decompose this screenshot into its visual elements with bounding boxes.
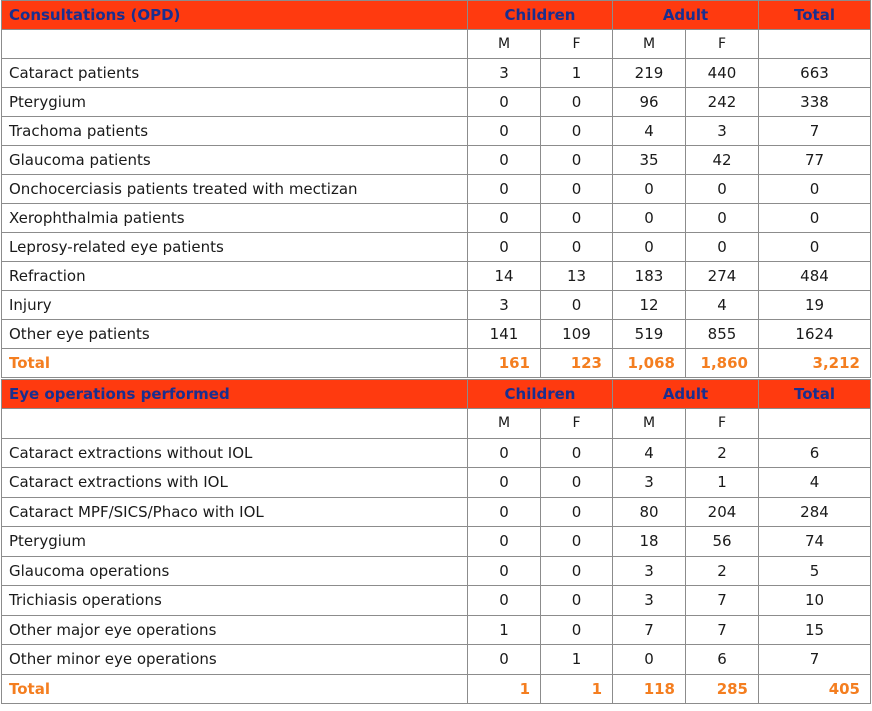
cell-children-f: 0 (541, 556, 613, 586)
cell-adult-m: 0 (613, 233, 686, 262)
cell-children-f: 0 (541, 233, 613, 262)
subheader-children-f: F (541, 30, 613, 59)
row-label: Glaucoma patients (2, 146, 468, 175)
consultations-title: Consultations (OPD) (2, 1, 468, 30)
row-label: Other minor eye operations (2, 645, 468, 675)
table-row (2, 320, 871, 349)
subheader-children-f: F (541, 409, 613, 439)
cell-adult-f: 274 (686, 262, 759, 291)
operations-title: Eye operations performed (2, 380, 468, 409)
table-row (2, 88, 871, 117)
table-row (2, 146, 871, 175)
cell-children-f: 109 (541, 320, 613, 349)
cell-total: 484 (759, 262, 871, 291)
total-children-m: 1 (468, 674, 541, 704)
cell-adult-f: 0 (686, 175, 759, 204)
cell-adult-f: 204 (686, 497, 759, 527)
cell-total: 10 (759, 586, 871, 616)
total-adult-m: 1,068 (613, 349, 686, 378)
table-row (2, 175, 871, 204)
cell-children-m: 0 (468, 645, 541, 675)
cell-adult-m: 18 (613, 527, 686, 557)
cell-children-m: 3 (468, 59, 541, 88)
row-label: Cataract extractions with IOL (2, 468, 468, 498)
cell-adult-m: 35 (613, 146, 686, 175)
consultations-header-row (2, 1, 871, 30)
cell-children-f: 1 (541, 59, 613, 88)
cell-children-f: 1 (541, 645, 613, 675)
subheader-blank (759, 409, 871, 439)
cell-adult-m: 3 (613, 556, 686, 586)
cell-total: 1624 (759, 320, 871, 349)
row-label: Cataract MPF/SICS/Phaco with IOL (2, 497, 468, 527)
total-adult-f: 285 (686, 674, 759, 704)
cell-adult-f: 242 (686, 88, 759, 117)
cell-children-f: 0 (541, 438, 613, 468)
cell-children-m: 0 (468, 556, 541, 586)
table-row (2, 291, 871, 320)
cell-adult-m: 0 (613, 645, 686, 675)
cell-adult-f: 6 (686, 645, 759, 675)
operations-table (1, 379, 871, 704)
cell-adult-m: 219 (613, 59, 686, 88)
row-label: Other major eye operations (2, 615, 468, 645)
cell-adult-f: 855 (686, 320, 759, 349)
total-label: Total (2, 674, 468, 704)
subheader-children-m: M (468, 409, 541, 439)
cell-children-m: 0 (468, 233, 541, 262)
cell-adult-f: 1 (686, 468, 759, 498)
children-group-header: Children (468, 380, 613, 409)
children-group-header: Children (468, 1, 613, 30)
cell-total: 0 (759, 175, 871, 204)
subheader-adult-m: M (613, 30, 686, 59)
cell-children-m: 0 (468, 175, 541, 204)
cell-children-m: 0 (468, 438, 541, 468)
cell-total: 284 (759, 497, 871, 527)
cell-adult-m: 7 (613, 615, 686, 645)
cell-total: 74 (759, 527, 871, 557)
subheader-blank (759, 30, 871, 59)
total-children-f: 1 (541, 674, 613, 704)
table-row (2, 586, 871, 616)
cell-children-m: 0 (468, 527, 541, 557)
total-children-f: 123 (541, 349, 613, 378)
row-label: Xerophthalmia patients (2, 204, 468, 233)
table-row (2, 556, 871, 586)
cell-children-m: 0 (468, 146, 541, 175)
row-label: Refraction (2, 262, 468, 291)
table-row (2, 527, 871, 557)
cell-children-f: 0 (541, 468, 613, 498)
consultations-table (1, 0, 871, 378)
table-row (2, 438, 871, 468)
cell-children-f: 0 (541, 527, 613, 557)
adult-group-header: Adult (613, 1, 759, 30)
row-label: Glaucoma operations (2, 556, 468, 586)
cell-adult-f: 2 (686, 438, 759, 468)
row-label: Trachoma patients (2, 117, 468, 146)
subheader-adult-m: M (613, 409, 686, 439)
table-row (2, 233, 871, 262)
cell-total: 15 (759, 615, 871, 645)
cell-children-f: 0 (541, 204, 613, 233)
cell-adult-m: 12 (613, 291, 686, 320)
row-label: Pterygium (2, 88, 468, 117)
cell-children-m: 0 (468, 586, 541, 616)
cell-children-f: 0 (541, 117, 613, 146)
row-label: Cataract extractions without IOL (2, 438, 468, 468)
row-label: Injury (2, 291, 468, 320)
row-label: Trichiasis operations (2, 586, 468, 616)
row-label: Leprosy-related eye patients (2, 233, 468, 262)
cell-children-f: 0 (541, 88, 613, 117)
cell-adult-m: 4 (613, 438, 686, 468)
row-label: Cataract patients (2, 59, 468, 88)
operations-header-row (2, 380, 871, 409)
table-row (2, 262, 871, 291)
cell-adult-m: 0 (613, 204, 686, 233)
cell-children-f: 0 (541, 615, 613, 645)
cell-total: 77 (759, 146, 871, 175)
cell-total: 7 (759, 645, 871, 675)
cell-children-f: 0 (541, 175, 613, 204)
cell-adult-m: 0 (613, 175, 686, 204)
cell-children-m: 141 (468, 320, 541, 349)
cell-adult-m: 96 (613, 88, 686, 117)
total-adult-f: 1,860 (686, 349, 759, 378)
total-grand: 3,212 (759, 349, 871, 378)
consultations-total-row (2, 349, 871, 378)
table-row (2, 497, 871, 527)
row-label: Onchocerciasis patients treated with mectizan (2, 175, 468, 204)
cell-total: 663 (759, 59, 871, 88)
subheader-adult-f: F (686, 409, 759, 439)
cell-adult-f: 7 (686, 615, 759, 645)
cell-children-f: 0 (541, 586, 613, 616)
cell-adult-f: 7 (686, 586, 759, 616)
cell-total: 0 (759, 233, 871, 262)
operations-subheader-row (2, 409, 871, 439)
cell-adult-m: 4 (613, 117, 686, 146)
cell-total: 5 (759, 556, 871, 586)
table-row (2, 204, 871, 233)
cell-children-m: 0 (468, 497, 541, 527)
cell-adult-f: 56 (686, 527, 759, 557)
cell-adult-f: 0 (686, 204, 759, 233)
adult-group-header: Adult (613, 380, 759, 409)
cell-children-m: 0 (468, 204, 541, 233)
total-group-header: Total (759, 380, 871, 409)
subheader-blank (2, 409, 468, 439)
table-row (2, 615, 871, 645)
cell-total: 338 (759, 88, 871, 117)
row-label: Other eye patients (2, 320, 468, 349)
cell-children-f: 0 (541, 497, 613, 527)
cell-adult-m: 519 (613, 320, 686, 349)
cell-children-m: 0 (468, 468, 541, 498)
cell-children-m: 1 (468, 615, 541, 645)
cell-children-m: 0 (468, 88, 541, 117)
cell-adult-m: 80 (613, 497, 686, 527)
cell-children-f: 13 (541, 262, 613, 291)
cell-adult-f: 42 (686, 146, 759, 175)
total-group-header: Total (759, 1, 871, 30)
cell-adult-f: 440 (686, 59, 759, 88)
cell-children-m: 0 (468, 117, 541, 146)
cell-children-m: 3 (468, 291, 541, 320)
subheader-children-m: M (468, 30, 541, 59)
cell-adult-m: 183 (613, 262, 686, 291)
total-label: Total (2, 349, 468, 378)
total-adult-m: 118 (613, 674, 686, 704)
cell-children-m: 14 (468, 262, 541, 291)
table-row (2, 645, 871, 675)
cell-adult-m: 3 (613, 468, 686, 498)
operations-total-row (2, 674, 871, 704)
table-row (2, 468, 871, 498)
cell-adult-f: 3 (686, 117, 759, 146)
cell-total: 19 (759, 291, 871, 320)
cell-total: 4 (759, 468, 871, 498)
table-row (2, 117, 871, 146)
cell-adult-f: 0 (686, 233, 759, 262)
cell-adult-f: 2 (686, 556, 759, 586)
cell-children-f: 0 (541, 291, 613, 320)
table-row (2, 59, 871, 88)
total-children-m: 161 (468, 349, 541, 378)
total-grand: 405 (759, 674, 871, 704)
cell-children-f: 0 (541, 146, 613, 175)
cell-adult-m: 3 (613, 586, 686, 616)
cell-total: 0 (759, 204, 871, 233)
subheader-blank (2, 30, 468, 59)
subheader-adult-f: F (686, 30, 759, 59)
cell-total: 6 (759, 438, 871, 468)
cell-adult-f: 4 (686, 291, 759, 320)
consultations-subheader-row (2, 30, 871, 59)
row-label: Pterygium (2, 527, 468, 557)
cell-total: 7 (759, 117, 871, 146)
